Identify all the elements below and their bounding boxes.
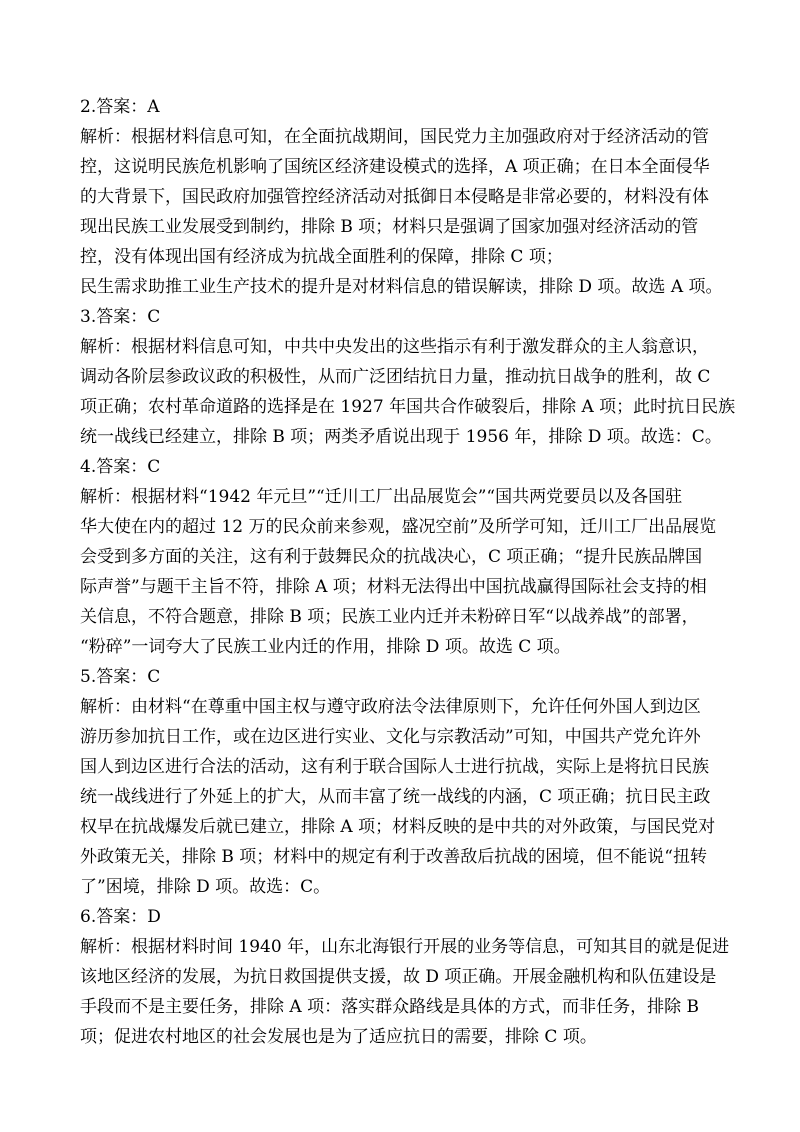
answer-heading: 3.答案：C	[80, 307, 161, 327]
answer-heading: 2.答案：A	[80, 97, 160, 117]
explanation-line: 手段而不是主要任务，排除 A 项：落实群众路线是具体的方式，而非任务，排除 B	[80, 997, 699, 1017]
question-block	[80, 302, 736, 452]
answer-heading: 6.答案：D	[80, 907, 161, 927]
explanation-line: “粉碎”一词夸大了民族工业内迁的作用，排除 D 项。故选 C 项。	[80, 637, 571, 657]
question-block	[80, 662, 720, 902]
explanation-line: 解析：根据材料信息可知，在全面抗战期间，国民党力主加强政府对于经济活动的管	[80, 127, 709, 147]
explanation-line: 了”困境，排除 D 项。故选：C。	[80, 877, 331, 897]
explanation-line: 控，没有体现出国有经济成为抗战全面胜利的保障，排除 C 项；	[80, 247, 563, 267]
explanation-line: 游历参加抗日工作，或在边区进行实业、文化与宗教活动”可知，中国共产党允许外	[80, 727, 701, 747]
explanation-line: 会受到多方面的关注，这有利于鼓舞民众的抗战决心，C 项正确；“提升民族品牌国	[80, 547, 703, 567]
explanation-line: 项正确；农村革命道路的选择是在 1927 年国共合作破裂后，排除 A 项；此时抗日民族	[80, 397, 736, 417]
answer-heading: 4.答案：C	[80, 457, 161, 477]
explanation-line: 关信息，不符合题意，排除 B 项；民族工业内迁并未粉碎日军“以战养战”的部署，	[80, 607, 699, 627]
explanation-line: 统一战线进行了外延上的扩大，从而丰富了统一战线的内涵，C 项正确；抗日民主政	[80, 787, 711, 807]
explanation-line: 现出民族工业发展受到制约，排除 B 项；材料只是强调了国家加强对经济活动的管	[80, 217, 699, 237]
explanation-text	[80, 932, 730, 1052]
explanation-text	[80, 482, 720, 662]
question-block	[80, 92, 723, 302]
explanation-line: 权早在抗战爆发后就已建立，排除 A 项；材料反映的是中共的对外政策，与国民党对	[80, 817, 716, 837]
answer-document	[80, 92, 736, 1052]
explanation-line: 解析：根据材料信息可知，中共中央发出的这些指示有利于激发群众的主人翁意识，	[80, 337, 709, 357]
explanation-line: 际声誉”与题干主旨不符，排除 A 项；材料无法得出中国抗战赢得国际社会支持的相	[80, 577, 707, 597]
explanation-line: 华大使在内的超过 12 万的民众前来参观，盛况空前”及所学可知，迁川工厂出品展览	[80, 517, 717, 537]
answer-heading: 5.答案：C	[80, 667, 161, 687]
explanation-line: 统一战线已经建立，排除 B 项；两类矛盾说出现于 1956 年，排除 D 项。故选：C。	[80, 427, 722, 447]
explanation-text	[80, 332, 736, 452]
explanation-line: 的大背景下，国民政府加强管控经济活动对抵御日本侵略是非常必要的，材料没有体	[80, 187, 709, 207]
explanation-line: 民生需求助推工业生产技术的提升是对材料信息的错误解读，排除 D 项。故选 A 项。	[80, 277, 723, 297]
explanation-text	[80, 122, 723, 302]
explanation-line: 调动各阶层参政议政的积极性，从而广泛团结抗日力量，推动抗日战争的胜利，故 C	[80, 367, 711, 387]
explanation-line: 解析：由材料“在尊重中国主权与遵守政府法令法律原则下，允许任何外国人到边区	[80, 697, 701, 717]
explanation-line: 外政策无关，排除 B 项；材料中的规定有利于改善敌后抗战的困境，但不能说“扭转	[80, 847, 707, 867]
explanation-line: 国人到边区进行合法的活动，这有利于联合国际人士进行抗战，实际上是将抗日民族	[80, 757, 709, 777]
explanation-line: 控，这说明民族危机影响了国统区经济建设模式的选择，A 项正确；在日本全面侵华	[80, 157, 710, 177]
explanation-line: 解析：根据材料“1942 年元旦”“迁川工厂出品展览会”“国共两党要员以及各国驻	[80, 487, 683, 507]
question-block	[80, 902, 730, 1052]
question-block	[80, 452, 720, 662]
explanation-text	[80, 692, 720, 902]
explanation-line: 项；促进农村地区的社会发展也是为了适应抗日的需要，排除 C 项。	[80, 1027, 597, 1047]
explanation-line: 解析：根据材料时间 1940 年，山东北海银行开展的业务等信息，可知其目的就是促进	[80, 937, 730, 957]
explanation-line: 该地区经济的发展，为抗日救国提供支援，故 D 项正确。开展金融机构和队伍建设是	[80, 967, 717, 987]
